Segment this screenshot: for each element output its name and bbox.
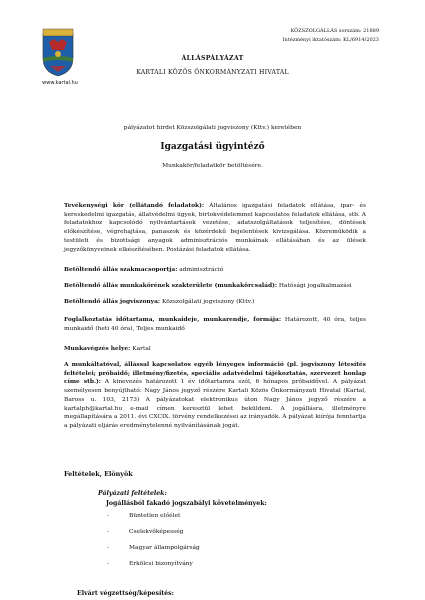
bullet-dash: - bbox=[107, 529, 109, 535]
website-url: www.kartal.hu bbox=[42, 80, 78, 86]
activity-section bbox=[64, 202, 366, 254]
employment-section bbox=[64, 316, 366, 333]
employment-value: Határozott, 40 óra, teljes munkaidő (heti 40 óra), Teljes munkaidő bbox=[64, 317, 366, 332]
other-info-value: A kinevezés határozott 1 év időtartamra szól, 6 hónapos próbaidővel. A pályázat személyesen benyújtható: Nagy János jegyző részére Kartali Közös Önkormányzati Hivatal (Kartal, Baross u. 103, 2173) A pályázatokat elektronikus úton Nagy János jegyző részére a kartalph@kartal.hu e-mail címen keresztül lehet beküldeni. A jogállásra, illetményre megállapítására a 2011. évi CXCIX. törvény rendelkezései az irányadók. A pályázat kiírója fenntartja a pályázati eljárás eredménytelenné nyilvánításának jogát. bbox=[64, 379, 366, 429]
group-value: adminisztráció bbox=[177, 267, 224, 273]
other-info-label: A munkáltatóval, állással kapcsolatos egyéb lényeges információ (pl. jogviszony létesítés feltételei; próbaidő; illetmény/fizetés, speciális adatvédelmi tájékoztatás, szervezet honlap címe stb.): bbox=[64, 361, 366, 386]
list-item-text: Magyar állampolgárság bbox=[129, 545, 200, 551]
activity-label: Tevékenységi kör (ellátandó feladatok): bbox=[64, 202, 205, 209]
group-label: Betöltendő állás szakmacsoportja: bbox=[64, 266, 178, 273]
legal-relation-value: Közszolgálati jogviszony (Kttv.) bbox=[160, 299, 255, 305]
organization-name: KARTALI KÖZÖS ÖNKORMÁNYZATI HIVATAL bbox=[136, 69, 289, 76]
group-section bbox=[64, 266, 366, 275]
bullet-dash: - bbox=[107, 545, 109, 551]
requirements-heading: Feltételek, Elönyök bbox=[64, 470, 133, 478]
location-value: Kartal bbox=[130, 346, 151, 352]
other-info-section bbox=[64, 361, 366, 431]
field-label: Betöltendő állás munkakörének szakterülete (munkakörcsalád): bbox=[64, 282, 278, 289]
position-subtitle: Munkakör/feladatkör betöltésére. bbox=[162, 163, 263, 169]
ref-number: KÖZSZOLGÁLLÁS sorszám: 21889 bbox=[290, 28, 379, 34]
employment-label: Foglalkoztatás időtartama, munkaideje, munkarendje, formája: bbox=[64, 316, 282, 323]
location-label: Munkavégzés helye: bbox=[64, 345, 131, 352]
location-section bbox=[64, 345, 366, 354]
announcement-line: pályázatot hirdet Közszolgálati jogviszony (Kttv.) keretében bbox=[123, 125, 302, 131]
legal-requirements-heading: Jogállásból fakadó jogszabályi követelmények: bbox=[106, 500, 267, 507]
education-heading: Elvárt végzettség/képesítés: bbox=[77, 590, 174, 597]
legal-relation-label: Betöltendő állás jogviszonya: bbox=[64, 298, 161, 305]
position-title: Igazgatási ügyintéző bbox=[160, 142, 265, 152]
activity-text: Általános igazgatási feladatok ellátása, ipar- és kereskedelmi igazgatás, állatvédelmi ügyek, birtokvédelemmel kapcsolatos feladatok ellátása, stb. A feladatokhoz kapcsolódó nyilvántartások vezetése, adatszolgáltatások teljesítése, döntések előkészítése, végrehajtása, panaszok és közérdekű bejelentések kivizsgálása. Közreműködik a testületi és bizottsági anyagok adminisztrációs munkáinak ellátásában és az ülések jegyzőkönyveinek elkészítésében. Postázási feladatok ellátása. bbox=[64, 203, 366, 253]
registry-number: Intézményi iktatószám: KL/6914/2023 bbox=[282, 37, 379, 43]
field-value: Hatósági jogalkalmazási bbox=[277, 283, 352, 289]
bullet-dash: - bbox=[107, 513, 109, 519]
list-item-text: Büntetlen előélet bbox=[129, 513, 181, 519]
reference-numbers bbox=[283, 27, 379, 45]
legal-relation-section bbox=[64, 298, 366, 307]
field-section bbox=[64, 282, 366, 291]
bullet-dash: - bbox=[107, 561, 109, 567]
application-conditions-heading: Pályázati feltételek: bbox=[98, 490, 167, 497]
list-item-text: Erkölcsi bizonyítvány bbox=[129, 561, 193, 567]
document-title: ÁLLÁSPÁLYÁZAT bbox=[181, 55, 244, 62]
list-item-text: Cselekvőképesség bbox=[129, 529, 184, 535]
